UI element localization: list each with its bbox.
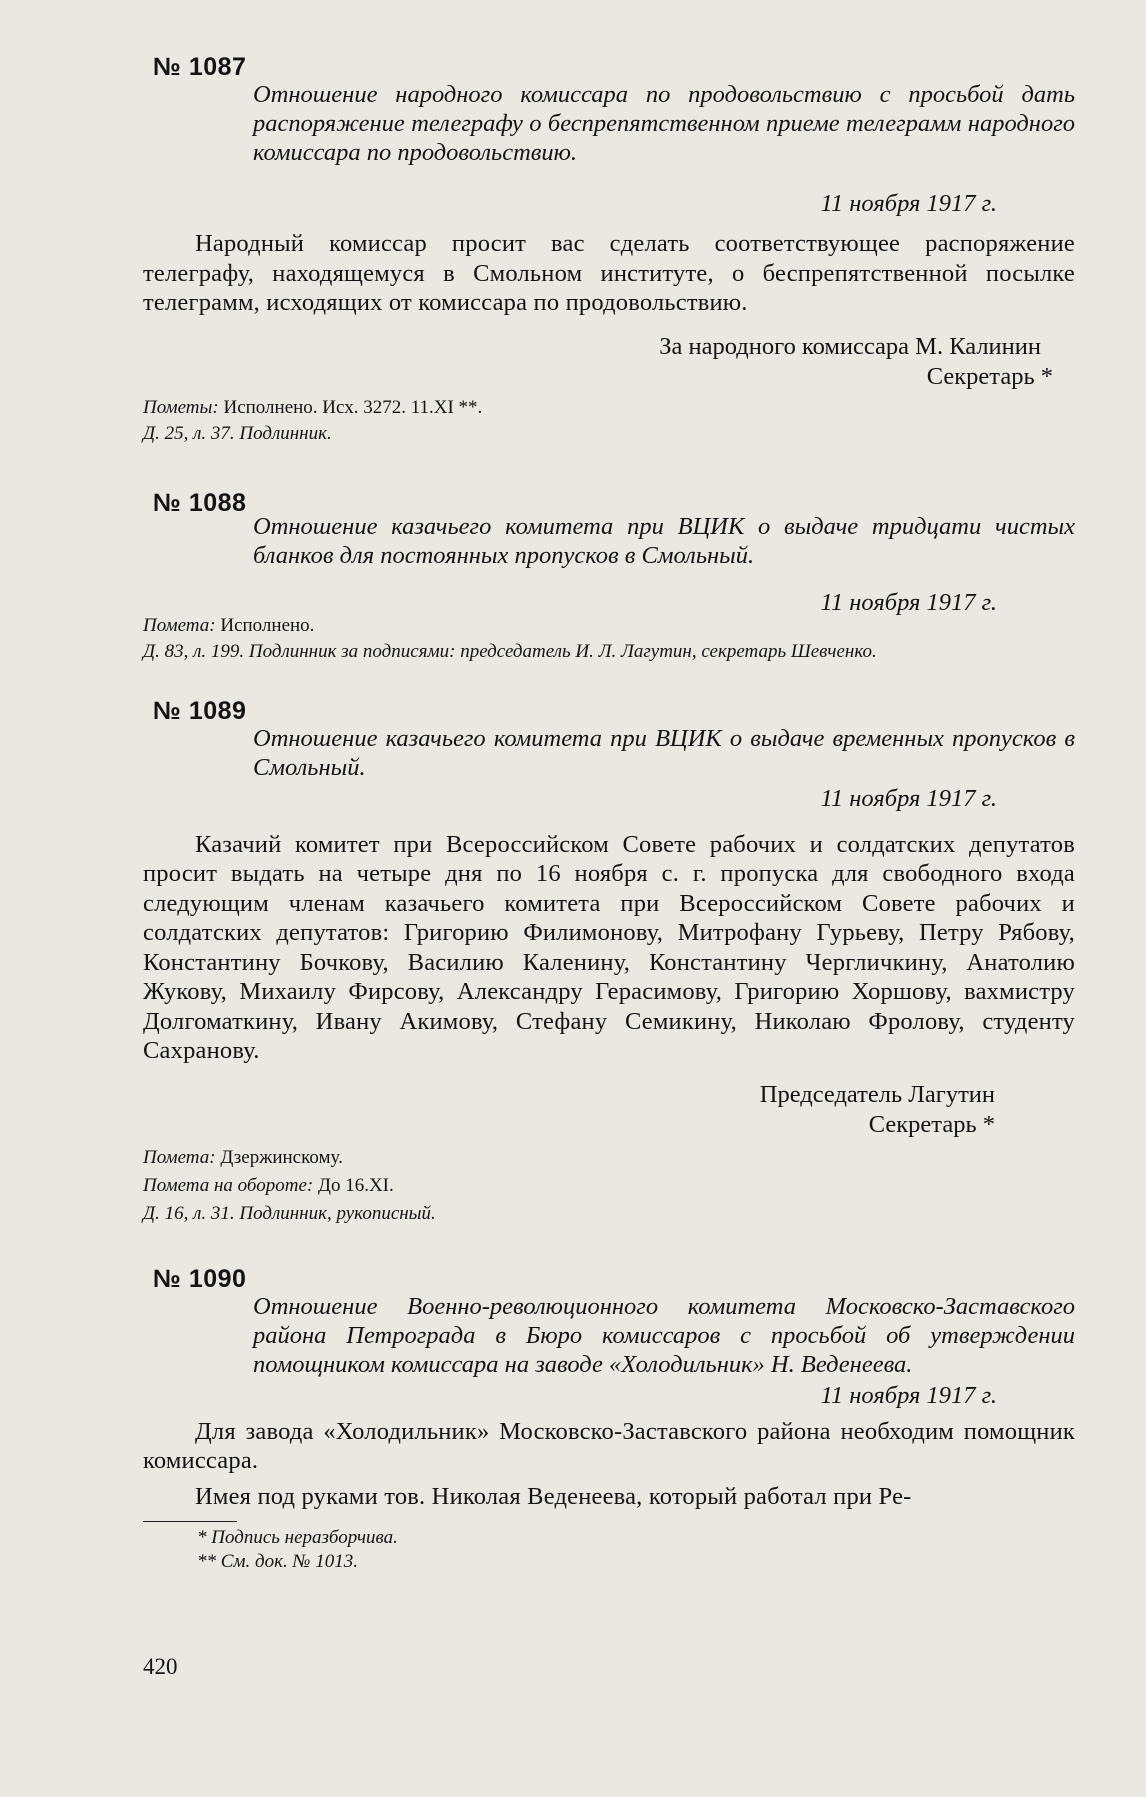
footnotes [143, 1521, 1075, 1574]
doc-title: Отношение казачьего комитета при ВЦИК о выдаче временных пропусков в Смольный. [253, 724, 1075, 781]
reverse-marks-text: До 16.XI. [313, 1174, 394, 1196]
marks-text: Дзержинскому. [215, 1146, 343, 1168]
footnote-2: ** См. док. № 1013. [197, 1551, 358, 1572]
page-number: 420 [143, 1654, 178, 1679]
marks-label: Помета: [143, 614, 216, 636]
doc-number: № 1090 [153, 1264, 247, 1293]
archive-reference: Д. 25, л. 37. Подлинник. [143, 422, 332, 444]
doc-marks [143, 1146, 1075, 1170]
doc-number: № 1088 [153, 488, 247, 517]
archive-reference: Д. 83, л. 199. Подлинник за подписями: председатель И. Л. Лагутин, секретарь Шевченко. [143, 640, 877, 662]
signature-chairman: Председатель Лагутин [759, 1080, 995, 1108]
footnote-1: * Подпись неразборчива. [197, 1527, 398, 1548]
doc-date: 11 ноября 1917 г. [820, 784, 997, 812]
archive-reference: Д. 16, л. 31. Подлинник, рукописный. [143, 1202, 436, 1224]
signature-secretary: Секретарь * [926, 362, 1053, 390]
doc-title: Отношение народного комиссара по продовольствию с просьбой дать распоряжение телеграфу о беспрепятственном приеме телеграмм народного комиссара по продовольствию. [253, 81, 1075, 166]
reverse-marks [143, 1174, 1075, 1198]
page-content [143, 50, 1075, 1574]
doc-title: Отношение Военно-революционного комитета Московско-Заставского района Петрограда в Бюро комиссаров с просьбой об утверждении помощником комиссара на заводе «Холодильник» Н. Веденеева. [253, 1292, 1075, 1378]
marks-text: Исполнено. [215, 614, 315, 636]
doc-marks [143, 396, 1075, 420]
document-1089 [143, 694, 1075, 1226]
doc-title: Отношение казачьего комитета при ВЦИК о выдаче тридцати чистых бланков для постоянных пропусков в Смольный. [253, 512, 1075, 569]
doc-body: Казачий комитет при Всероссийском Совете рабочих и солдатских депутатов просит выдать на четыре дня по 16 ноября с. г. пропуска для свободного входа следующим членам казачьего комитета при Всероссийском Совете рабочих и солдатских депутатов: Григорию Филимонову, Митрофану Гурьеву, Петру Рябову, Константину Бочкову, Василию Каленину, Константину Чергличкину, Анатолию Жукову, Михаилу Фирсову, Александру Герасимову, Григорию Хоршову, вахмистру Долгоматкину, Ивану Акимову, Стефану Семикину, Николаю Фролову, студенту Сахранову. [143, 830, 1075, 1064]
doc-body: Народный комиссар просит вас сделать соответствующее распоряжение телеграфу, находящемуся в Смольном институте, о беспрепятственной посылке телеграмм, исходящих от комиссара по продовольствию. [143, 230, 1075, 316]
doc-number: № 1089 [153, 696, 247, 725]
reverse-marks-label: Помета на обороте: [143, 1174, 314, 1196]
signature-commissar: За народного комиссара М. Калинин [659, 332, 1041, 360]
footnote-rule [143, 1521, 237, 1522]
doc-date: 11 ноября 1917 г. [820, 588, 997, 616]
doc-date: 11 ноября 1917 г. [820, 1381, 997, 1409]
marks-text: Исполнено. Исх. 3272. 11.XI **. [218, 396, 483, 418]
document-1088 [143, 486, 1075, 664]
document-1087 [143, 50, 1075, 446]
marks-label: Помета: [143, 1146, 216, 1168]
doc-date: 11 ноября 1917 г. [820, 190, 997, 217]
signature-secretary: Секретарь * [868, 1110, 995, 1138]
doc-body-paragraph-2: Имея под руками тов. Николая Веденеева, который работал при Ре- [195, 1482, 912, 1510]
document-1090 [143, 1262, 1075, 1512]
doc-number: № 1087 [153, 53, 247, 81]
marks-label: Пометы: [143, 396, 219, 418]
doc-body-paragraph-1: Для завода «Холодильник» Московско-Заставского района необходим помощник комиссара. [143, 1417, 1075, 1474]
